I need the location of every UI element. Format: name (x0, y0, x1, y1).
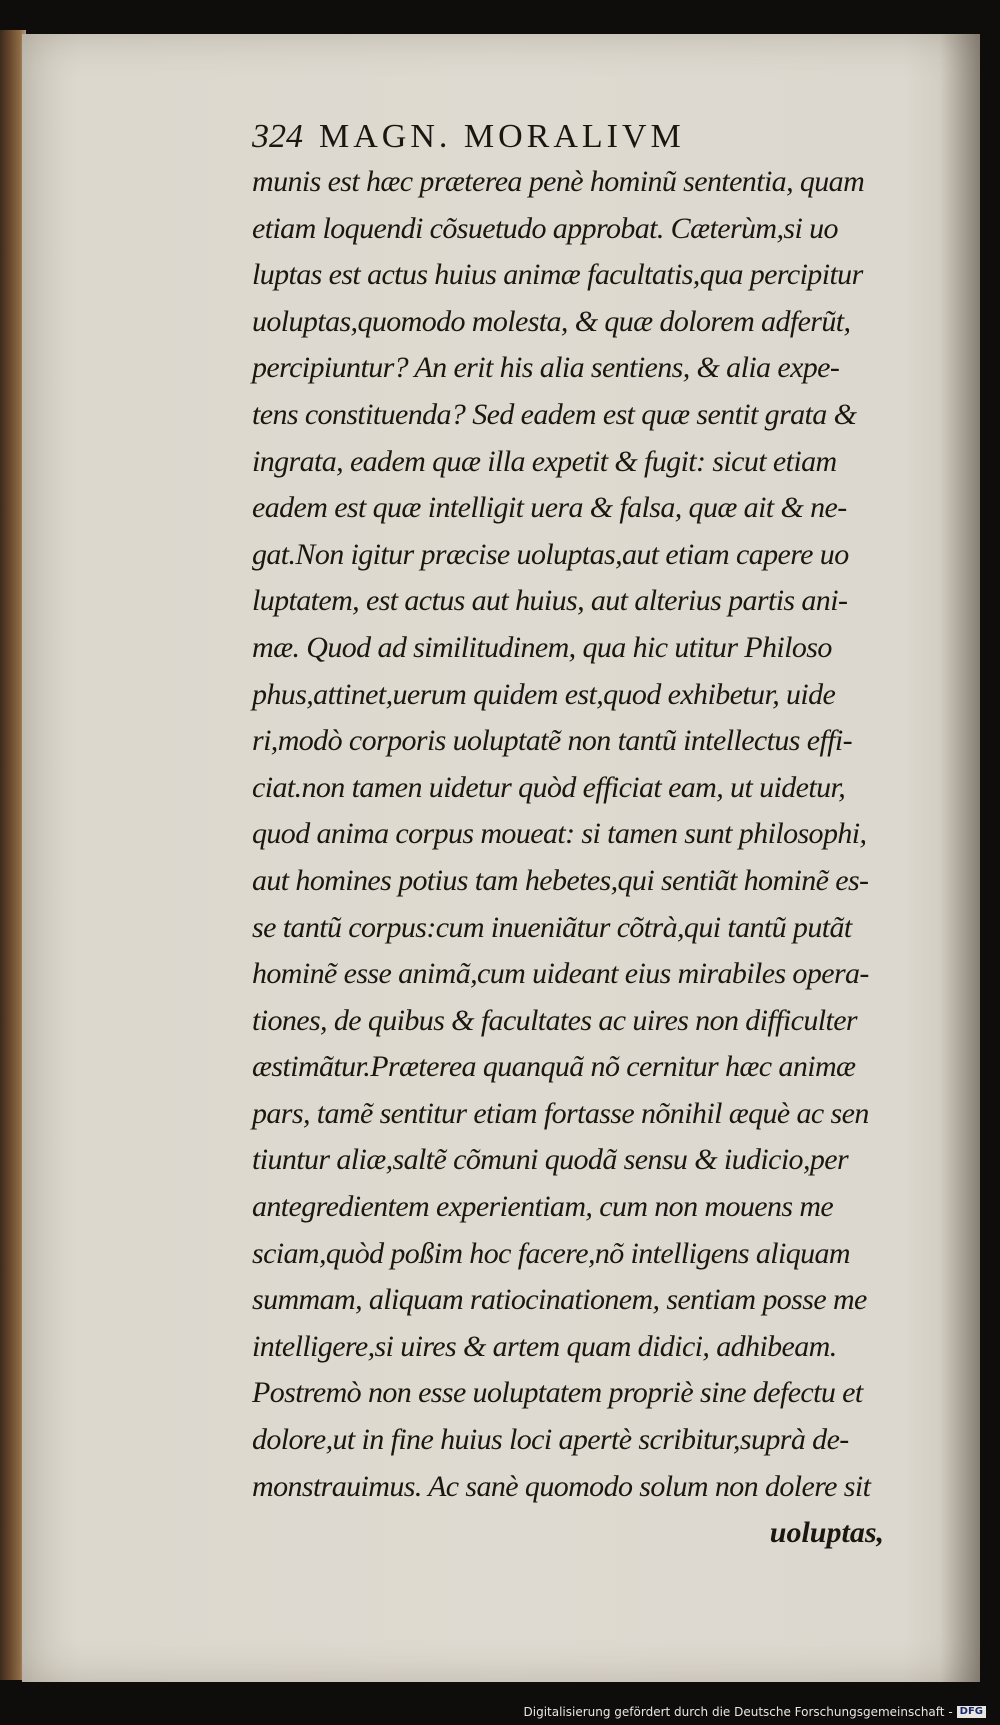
credit-text: Digitalisierung gefördert durch die Deutsche Forschungsgemeinschaft - (523, 1705, 953, 1719)
body-text (252, 159, 884, 1510)
text-line: eadem est quæ intelligit uera & falsa, quæ ait & ne- (252, 491, 847, 525)
text-line: ciat.non tamen uidetur quòd efficiat eam, ut uidetur, (252, 770, 846, 804)
running-head (252, 115, 884, 159)
text-line: sciam,quòd poßim hoc facere,nõ intelligens aliquam (252, 1236, 850, 1270)
text-line: dolore,ut in fine huius loci apertè scribitur,suprà de- (252, 1423, 849, 1457)
text-block (252, 115, 884, 1556)
text-line: aut homines potius tam hebetes,qui sentiãt hominẽ es- (252, 863, 869, 897)
text-line: tiones, de quibus & facultates ac uires non difficulter (252, 1003, 857, 1037)
text-line: hominẽ esse animã,cum uideant eius mirabiles opera- (252, 957, 869, 991)
text-line: percipiuntur? An erit his alia sentiens, & alia expe- (252, 351, 840, 385)
text-line: æstimãtur.Præterea quanquã nõ cernitur hæc animæ (252, 1050, 856, 1084)
page-number: 324 (252, 118, 303, 155)
page-gutter-shadow (940, 34, 980, 1682)
text-line: etiam loquendi cõsuetudo approbat. Cæterùm,si uo (252, 211, 838, 245)
text-line: luptatem, est actus aut huius, aut alterius partis ani- (252, 584, 848, 618)
text-line: ingrata, eadem quæ illa expetit & fugit: sicut etiam (252, 444, 837, 478)
catchword: uoluptas, (769, 1516, 884, 1550)
dfg-logo: DFG (957, 1706, 986, 1718)
running-title: MAGN. MORALIVM (319, 118, 685, 155)
text-line: pars, tamẽ sentitur etiam fortasse nõnihil æquè ac sen (252, 1096, 869, 1130)
text-line: Postremò non esse uoluptatem propriè sine defectu et (252, 1376, 863, 1410)
text-line: mæ. Quod ad similitudinem, qua hic utitur Philoso (252, 630, 832, 664)
text-line: tens constituenda? Sed eadem est quæ sentit grata & (252, 397, 857, 431)
text-line: intelligere,si uires & artem quam didici, adhibeam. (252, 1329, 837, 1363)
text-line: antegredientem experientiam, cum non mouens me (252, 1190, 834, 1224)
text-line: se tantũ corpus:cum inueniãtur cõtrà,qui tantũ putãt (252, 910, 852, 944)
text-line: quod anima corpus moueat: si tamen sunt philosophi, (252, 817, 867, 851)
text-line: monstrauimus. Ac sanè quomodo solum non dolere sit (252, 1469, 871, 1503)
text-line: phus,attinet,uerum quidem est,quod exhibetur, uide (252, 677, 836, 711)
text-line: gat.Non igitur præcise uoluptas,aut etiam capere uo (252, 537, 849, 571)
text-line: luptas est actus huius animæ facultatis,qua percipitur (252, 258, 863, 292)
digitization-credit (524, 1705, 987, 1719)
text-line: summam, aliquam ratiocinationem, sentiam posse me (252, 1283, 867, 1317)
text-line: tiuntur aliæ,saltẽ cõmuni quodã sensu & iudicio,per (252, 1143, 849, 1177)
text-line: ri,modò corporis uoluptatẽ non tantũ intellectus effi- (252, 724, 853, 758)
text-line: munis est hæc præterea penè hominũ sententia, quam (252, 165, 865, 198)
text-line: uoluptas,quomodo molesta, & quæ dolorem adferũt, (252, 304, 851, 338)
